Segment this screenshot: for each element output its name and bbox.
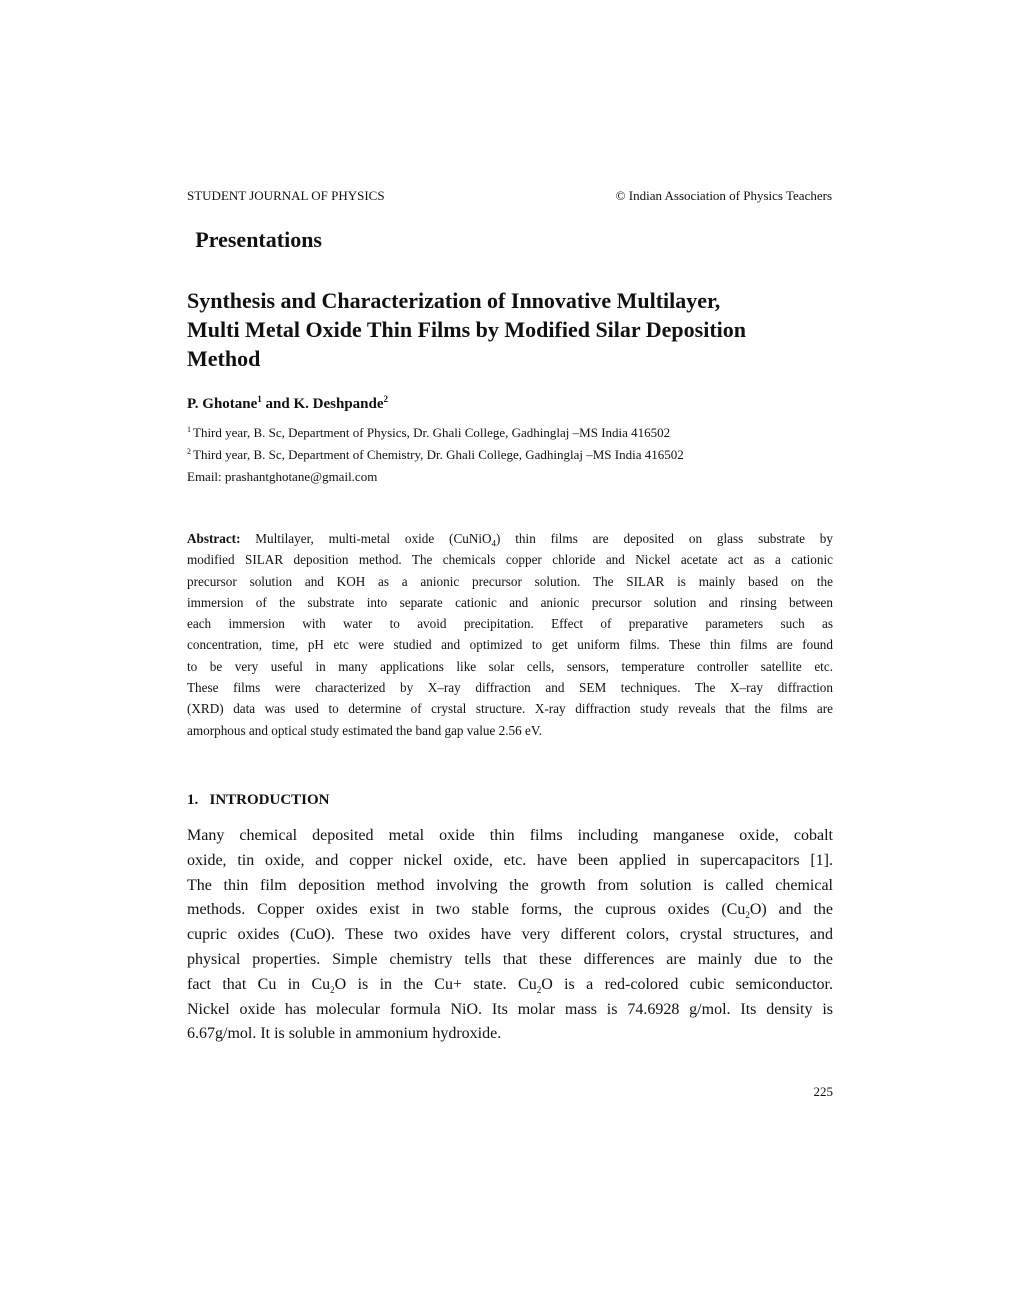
body-line: methods. Copper oxides exist in two stable forms, the cuprous oxides $(Cu_2O)$ and the <box>187 901 834 921</box>
running-header <box>187 188 832 204</box>
authors <box>187 393 827 415</box>
affiliation-mark: 2 <box>187 446 191 456</box>
introduction-body <box>187 824 833 1047</box>
section-heading-introduction: 1. INTRODUCTION <box>187 792 330 808</box>
abstract-line: (XRD) data was used to determine of crystal structure. X-ray diffraction study reveals that the films are <box>187 701 833 717</box>
journal-name: STUDENT JOURNAL OF PHYSICS <box>187 188 385 203</box>
abstract-line: concentration, time, pH etc were studied and optimized to get uniform films. These thin films are found <box>187 637 833 653</box>
author-affil-mark: 1 <box>257 394 262 404</box>
abstract-line: modified SILAR deposition method. The chemicals copper chloride and Nickel acetate act as a cationic <box>187 552 833 568</box>
abstract-line: each immersion with water to avoid precipitation. Effect of preparative parameters such as <box>187 616 833 632</box>
section-label <box>187 225 337 255</box>
paper-title <box>187 286 837 373</box>
abstract-label: Abstract: <box>187 531 241 546</box>
author-name: K. Deshpande <box>293 396 384 412</box>
author-affil-mark: 2 <box>383 394 389 404</box>
title-line: Synthesis and Characterization of Innovative Multilayer, <box>187 288 721 313</box>
title-line: Method <box>187 346 261 371</box>
abstract-line: immersion of the substrate into separate cationic and anionic precursor solution and rinsing between <box>187 594 833 610</box>
affiliation <box>187 424 827 442</box>
abstract-line: These films were characterized by X–ray diffraction and SEM techniques. The X–ray diffraction <box>187 680 833 696</box>
body-line: Many chemical deposited metal oxide thin films including manganese oxide, cobalt <box>187 827 833 844</box>
abstract-line: amorphous and optical study estimated the band gap value 2.56 eV. <box>187 722 543 738</box>
author-email: Email: prashantghotane@gmail.com <box>187 469 378 484</box>
author-name: P. Ghotane <box>187 396 258 412</box>
affiliation-text: Third year, B. Sc, Department of Chemistry, Dr. Ghali College, Gadhinglaj –MS India 416502 <box>193 447 684 462</box>
affiliation-mark: 1 <box>187 424 191 434</box>
body-line: physical properties. Simple chemistry tells that these differences are mainly due to the <box>187 950 833 968</box>
page-number: 225 <box>813 1084 833 1099</box>
affiliation <box>187 446 827 464</box>
author-joiner: and <box>261 396 294 412</box>
abstract-line: to be very useful in many applications like solar cells, sensors, temperature controller satellite etc. <box>187 658 833 674</box>
affiliation-text: Third year, B. Sc, Department of Physics, Dr. Ghali College, Gadhinglaj –MS India 416502 <box>193 425 671 440</box>
body-line: The thin film deposition method involving the growth from solution is called chemical <box>187 876 833 894</box>
section-label-text: Presentations <box>195 227 322 252</box>
copyright-notice: © Indian Association of Physics Teachers <box>615 188 832 203</box>
body-line: Nickel oxide has molecular formula NiO. Its molar mass is 74.6928 g/mol. Its density is <box>187 1000 833 1018</box>
body-line: oxide, tin oxide, and copper nickel oxide, etc. have been applied in supercapacitors [1]. <box>187 851 833 869</box>
body-line: cupric oxides (CuO). These two oxides have very different colors, crystal structures, and <box>187 926 833 944</box>
body-line: fact that Cu in $Cu_2O$ is in the Cu+ state. $Cu_2O$ is a red-colored cubic semiconductor. <box>187 975 833 995</box>
title-line: Multi Metal Oxide Thin Films by Modified Silar Deposition <box>187 317 747 342</box>
abstract <box>187 528 833 741</box>
abstract-line: precursor solution and KOH as a anionic precursor solution. The SILAR is mainly based on the <box>187 573 833 589</box>
abstract-line: Abstract: Multilayer, multi-metal oxide (CuNiO$_4$) thin films are deposited on glass substrate by <box>187 531 833 549</box>
body-line: 6.67g/mol. It is soluble in ammonium hydroxide. <box>187 1025 502 1043</box>
